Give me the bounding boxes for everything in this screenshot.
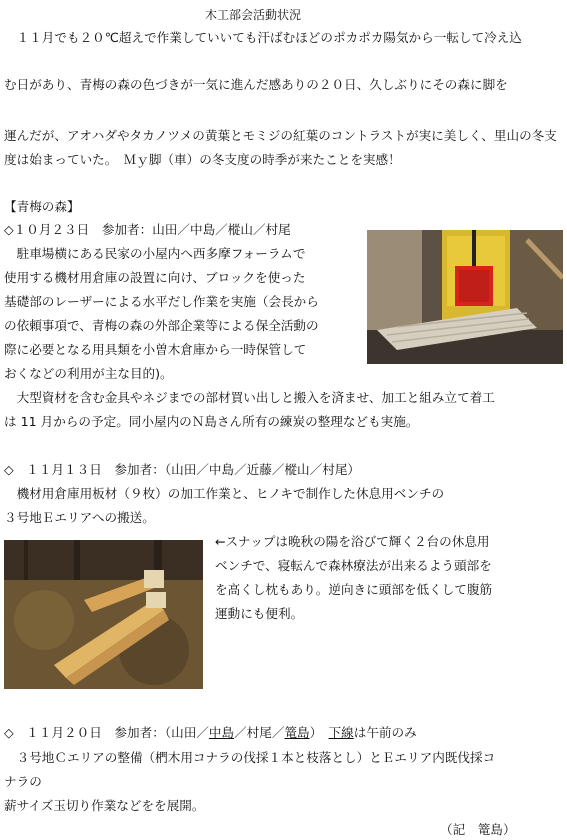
bench-photo <box>4 540 203 689</box>
intro-line-1: １１月でも２０℃超えで作業していいても汗ばむほどのポカポカ陽気から一転して冷え込 <box>4 30 522 45</box>
entry1-body-line: 基礎部のレーザーによる水平だし作業を実施（会長から <box>4 294 319 309</box>
entry3-header-morning-member: 中島 <box>208 725 235 740</box>
page-title: 木工部会活動状況 <box>205 8 302 22</box>
entry1-body-line: おくなどの利用が主な目的)。 <box>4 366 173 381</box>
entry1-header: ◇１０月２３日 参加者：山田／中島／樅山／村尾 <box>4 222 291 237</box>
entry1-after-line: は 11 月からの予定。同小屋内のＮ島さん所有の練炭の整理なども実施。 <box>4 414 419 429</box>
bench-caption-line: ベンチで、寝転んで森林療法が出来るよう頭部を <box>215 558 492 573</box>
entry1-body-line: の依頼事項で、青梅の森の外部企業等による保全活動の <box>4 318 319 333</box>
shed-photo <box>367 230 563 364</box>
bench-caption-line: ←スナップは晩秋の陽を浴びて輝く２台の休息用 <box>215 534 490 549</box>
entry3-body-line: 薪サイズ玉切り作業などをを展開。 <box>4 798 205 813</box>
signature: （記 篭島） <box>440 822 516 837</box>
entry2-header: ◇ １１月１３日 参加者：（山田／中島／近藤／樅山／村尾） <box>4 462 361 477</box>
entry1-body-line: 際に必要となる用具類を小曽木倉庫から一時保管して <box>4 342 307 357</box>
entry3-header-note: は午前のみ <box>353 725 417 740</box>
entry3-body-line: ３号地Ｃエリアの整備（椚木用コナラの伐採１本と枝落とし）とＥエリア内既伐採コ <box>4 750 496 765</box>
entry2-body-line: 機材用倉庫用板材（９枚）の加工作業と、ヒノキで制作した休息用ベンチの <box>4 486 445 501</box>
entry2-body-line: ３号地Ｅエリアへの搬送。 <box>4 510 155 525</box>
entry1-after-line: 大型資材を含む金具やネジまでの部材買い出しと搬入を済ませ、加工と組み立て着工 <box>4 390 495 405</box>
entry3-header-close: ） <box>309 725 316 740</box>
entry3-header-mid: ／村尾／ <box>234 725 285 740</box>
intro-line-3: 運んだが、アオハダやタカノツメの黄葉とモミジの紅葉のコントラストが実に美しく、里山の冬支度は始まっていた。 Ｍｙ脚（車）の冬支度の時季が来たことを実感！ <box>4 128 557 167</box>
bench-caption-line: を高くし枕もあり。逆向きに頭部を低くして腹筋 <box>215 582 493 597</box>
entry3-header-morning-member: 篭島 <box>284 725 310 740</box>
entry3-header-prefix: ◇ １１月２０日 参加者：（山田／ <box>4 725 209 740</box>
entry1-body-line: 駐車場横にある民家の小屋内へ西多摩フォーラムで <box>4 246 306 261</box>
section-heading: 【青梅の森】 <box>4 199 80 214</box>
intro-line-2: む日があり、青梅の森の色づきが一気に進んだ感ありの２０日、久しぶりにその森に脚を <box>4 77 508 92</box>
entry3-header-note-underline: 下線 <box>328 725 354 740</box>
entry3-header <box>4 724 417 742</box>
entry3-body-line: ナラの <box>4 774 42 789</box>
bench-caption-line: 運動にも便利。 <box>215 606 304 621</box>
entry1-body-line: 使用する機材用倉庫の設置に向け、ブロックを使った <box>4 270 306 285</box>
